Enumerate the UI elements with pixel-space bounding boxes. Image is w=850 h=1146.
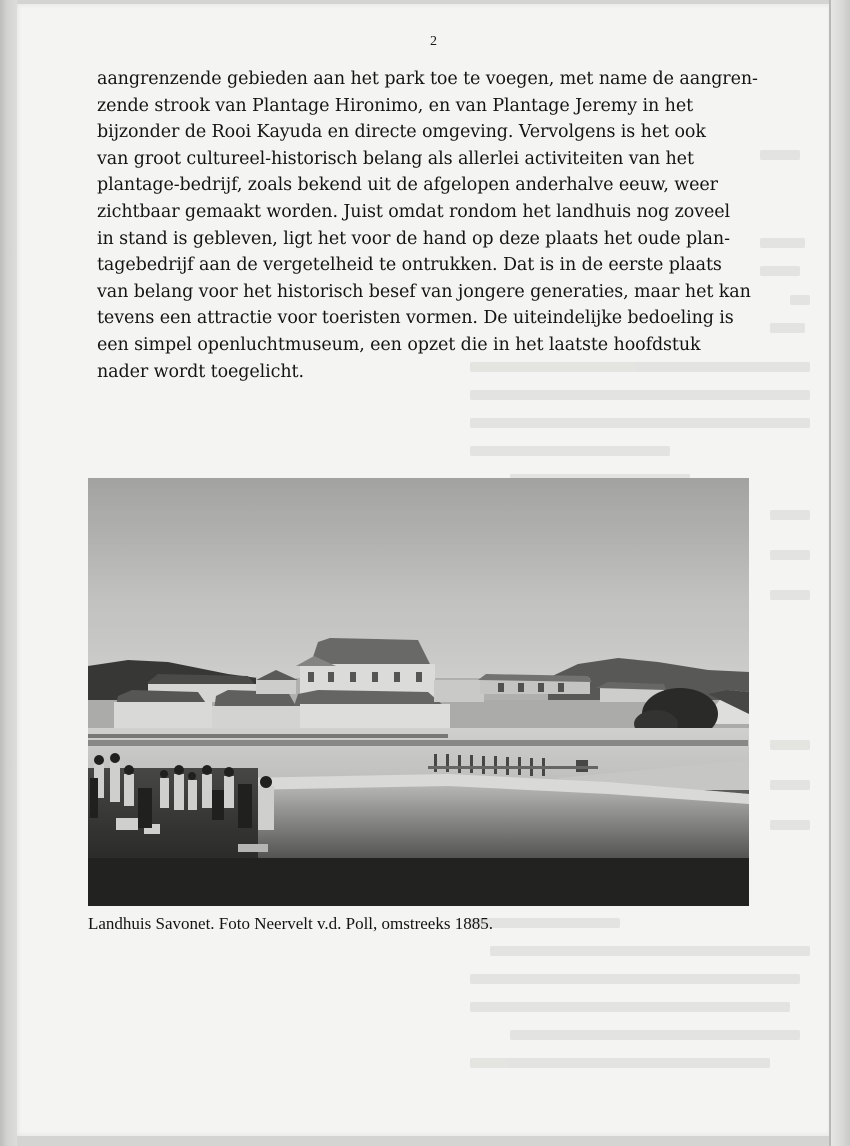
- body-line: tagebedrijf aan de vergetelheid te ontrukken. Dat is in de eerste plaats: [97, 255, 722, 276]
- figure-caption: Landhuis Savonet. Foto Neervelt v.d. Poll, omstreeks 1885.: [88, 914, 493, 933]
- body-line: tevens een attractie voor toeristen vormen. De uiteindelijke bedoeling is: [97, 308, 734, 329]
- body-paragraph: [97, 66, 797, 385]
- scan-right-edge: [831, 0, 850, 1146]
- body-line: een simpel openluchtmuseum, een opzet die in het laatste hoofdstuk: [97, 334, 701, 355]
- body-line: van belang voor het historisch besef van jongere generaties, maar het kan: [97, 281, 751, 302]
- body-line: zende strook van Plantage Hironimo, en van Plantage Jeremy in het: [97, 95, 694, 116]
- body-line: in stand is gebleven, ligt het voor de hand op deze plaats het oude plan-: [97, 228, 730, 249]
- body-line: plantage-bedrijf, zoals bekend uit de afgelopen anderhalve eeuw, weer: [97, 175, 718, 196]
- body-line: bijzonder de Rooi Kayuda en directe omgeving. Vervolgens is het ook: [97, 122, 706, 143]
- body-line: aangrenzende gebieden aan het park toe te voegen, met name de aangren-: [97, 69, 758, 89]
- page-number: 2: [430, 34, 437, 49]
- body-line: zichtbaar gemaakt worden. Juist omdat rondom het landhuis nog zoveel: [97, 201, 730, 222]
- body-line: nader wordt toegelicht.: [97, 361, 304, 382]
- scan-left-edge: [0, 0, 17, 1146]
- historic-photograph: [88, 478, 749, 906]
- body-line: van groot cultureel-historisch belang als allerlei activiteiten van het: [97, 148, 694, 169]
